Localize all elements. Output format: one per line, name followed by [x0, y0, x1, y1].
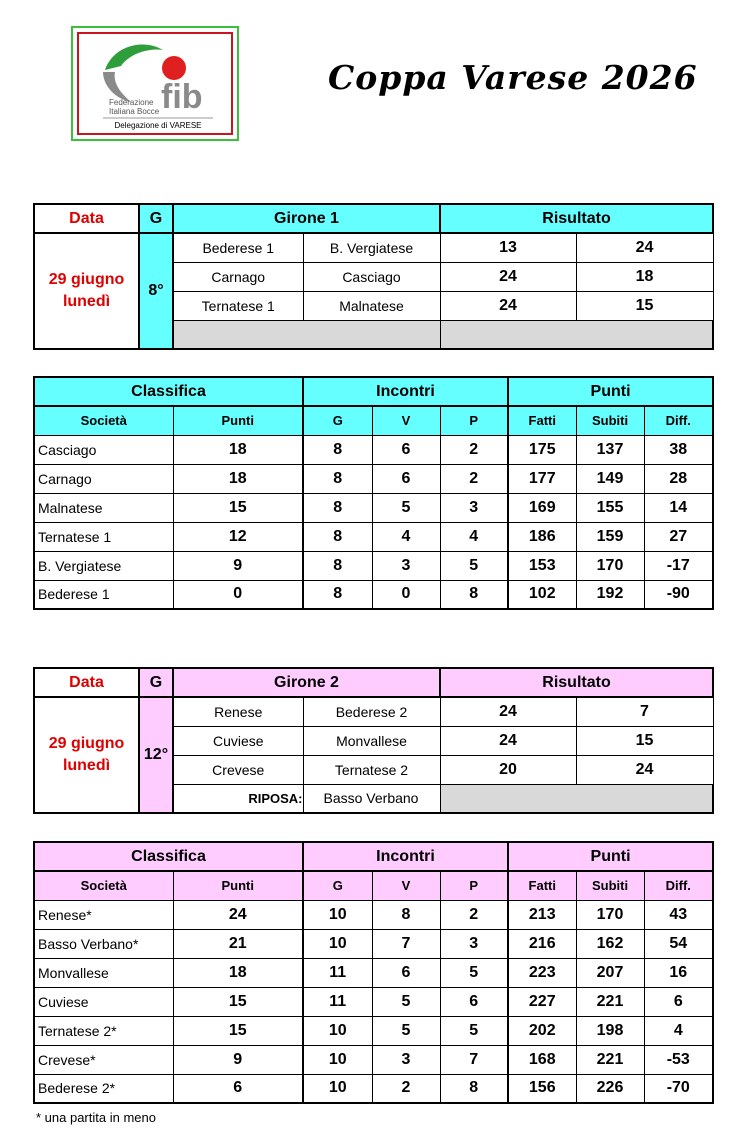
cell-p: 7 — [440, 1045, 508, 1074]
cell-fatti: 177 — [508, 464, 576, 493]
cell-v: 5 — [372, 493, 440, 522]
cell-fatti: 153 — [508, 551, 576, 580]
match-away: Casciago — [303, 262, 440, 291]
cell-g: 10 — [303, 929, 372, 958]
cell-subiti: 192 — [576, 580, 644, 609]
col-p: P — [440, 406, 508, 435]
cell-societa: Renese* — [34, 900, 173, 929]
cell-societa: Bederese 1 — [34, 580, 173, 609]
cell-diff: 14 — [644, 493, 713, 522]
cell-punti: 0 — [173, 580, 303, 609]
cell-punti: 18 — [173, 958, 303, 987]
classifica2-table — [33, 841, 714, 1104]
cell-subiti: 226 — [576, 1074, 644, 1103]
cell-diff: -90 — [644, 580, 713, 609]
cell-diff: 27 — [644, 522, 713, 551]
classifica-header: Classifica — [34, 377, 303, 406]
match-home: Cuviese — [173, 726, 303, 755]
cell-societa: Carnago — [34, 464, 173, 493]
cell-diff: 28 — [644, 464, 713, 493]
cell-punti: 15 — [173, 987, 303, 1016]
cell-g: 10 — [303, 900, 372, 929]
cell-g: 8 — [303, 493, 372, 522]
cell-subiti: 170 — [576, 551, 644, 580]
riposa-label: RIPOSA: — [173, 784, 303, 813]
cell-p: 5 — [440, 958, 508, 987]
cell-punti: 6 — [173, 1074, 303, 1103]
cell-p: 8 — [440, 1074, 508, 1103]
cell-g: 8 — [303, 522, 372, 551]
girone-header: Girone 1 — [173, 204, 440, 233]
score-home: 24 — [440, 726, 576, 755]
cell-p: 2 — [440, 464, 508, 493]
cell-diff: 6 — [644, 987, 713, 1016]
date-day: 29 giugno — [48, 735, 125, 752]
cell-g: 10 — [303, 1074, 372, 1103]
score-away: 18 — [576, 262, 713, 291]
cell-punti: 18 — [173, 464, 303, 493]
cell-societa: Bederese 2* — [34, 1074, 173, 1103]
cell-p: 5 — [440, 551, 508, 580]
cell-subiti: 221 — [576, 987, 644, 1016]
table-row — [34, 900, 713, 929]
cell-diff: 38 — [644, 435, 713, 464]
table-row — [34, 551, 713, 580]
giornata-header: G — [139, 668, 173, 697]
cell-societa: Crevese* — [34, 1045, 173, 1074]
cell-fatti: 227 — [508, 987, 576, 1016]
cell-diff: 4 — [644, 1016, 713, 1045]
score-away: 7 — [576, 697, 713, 726]
cell-societa: Basso Verbano* — [34, 929, 173, 958]
incontri-header: Incontri — [303, 842, 508, 871]
giornata-number: 8° — [139, 233, 173, 349]
col-punti: Punti — [173, 871, 303, 900]
cell-g: 8 — [303, 435, 372, 464]
riposa-team: Basso Verbano — [303, 784, 440, 813]
cell-p: 3 — [440, 929, 508, 958]
cell-societa: Ternatese 2* — [34, 1016, 173, 1045]
cell-p: 5 — [440, 1016, 508, 1045]
match-home: Crevese — [173, 755, 303, 784]
giornata-header: G — [139, 204, 173, 233]
match-home: Bederese 1 — [173, 233, 303, 262]
score-away: 15 — [576, 726, 713, 755]
cell-v: 4 — [372, 522, 440, 551]
score-away: 24 — [576, 755, 713, 784]
match-away: Ternatese 2 — [303, 755, 440, 784]
cell-v: 7 — [372, 929, 440, 958]
col-v: V — [372, 871, 440, 900]
cell-g: 8 — [303, 464, 372, 493]
cell-g: 8 — [303, 580, 372, 609]
match-home: Renese — [173, 697, 303, 726]
table-row — [34, 987, 713, 1016]
cell-p: 2 — [440, 435, 508, 464]
cell-societa: Casciago — [34, 435, 173, 464]
cell-subiti: 162 — [576, 929, 644, 958]
col-p: P — [440, 871, 508, 900]
cell-v: 6 — [372, 464, 440, 493]
girone2-results-table — [33, 667, 714, 814]
cell-subiti: 137 — [576, 435, 644, 464]
cell-p: 2 — [440, 900, 508, 929]
cell-v: 0 — [372, 580, 440, 609]
classifica1-table — [33, 376, 714, 610]
match-away: Monvallese — [303, 726, 440, 755]
match-away: Malnatese — [303, 291, 440, 320]
cell-fatti: 223 — [508, 958, 576, 987]
cell-diff: -70 — [644, 1074, 713, 1103]
table-row — [34, 435, 713, 464]
cell-diff: -17 — [644, 551, 713, 580]
cell-g: 10 — [303, 1016, 372, 1045]
match-date — [34, 697, 139, 813]
score-home: 20 — [440, 755, 576, 784]
data-header: Data — [34, 668, 139, 697]
fib-logo — [71, 26, 239, 141]
score-home: 24 — [440, 262, 576, 291]
match-away: Bederese 2 — [303, 697, 440, 726]
cell-punti: 15 — [173, 493, 303, 522]
match-home: Ternatese 1 — [173, 291, 303, 320]
col-fatti: Fatti — [508, 406, 576, 435]
table-row — [34, 1074, 713, 1103]
cell-fatti: 175 — [508, 435, 576, 464]
cell-g: 11 — [303, 987, 372, 1016]
cell-fatti: 168 — [508, 1045, 576, 1074]
score-home: 24 — [440, 697, 576, 726]
cell-fatti: 169 — [508, 493, 576, 522]
col-subiti: Subiti — [576, 406, 644, 435]
svg-text:Italiana Bocce: Italiana Bocce — [109, 107, 160, 116]
col-societa: Società — [34, 871, 173, 900]
col-diff: Diff. — [644, 871, 713, 900]
table-row — [34, 958, 713, 987]
cell-v: 3 — [372, 1045, 440, 1074]
table-row — [34, 493, 713, 522]
match-home: Carnago — [173, 262, 303, 291]
cell-subiti: 149 — [576, 464, 644, 493]
cell-diff: 16 — [644, 958, 713, 987]
cell-societa: Monvallese — [34, 958, 173, 987]
match-away: B. Vergiatese — [303, 233, 440, 262]
cell-fatti: 202 — [508, 1016, 576, 1045]
cell-punti: 12 — [173, 522, 303, 551]
col-v: V — [372, 406, 440, 435]
cell-societa: B. Vergiatese — [34, 551, 173, 580]
page-title: Coppa Varese 2026 — [328, 58, 698, 97]
cell-diff: 43 — [644, 900, 713, 929]
cell-p: 4 — [440, 522, 508, 551]
punti-header: Punti — [508, 842, 713, 871]
col-subiti: Subiti — [576, 871, 644, 900]
svg-text:Federazione: Federazione — [109, 98, 154, 107]
cell-fatti: 186 — [508, 522, 576, 551]
date-weekday: lunedì — [62, 757, 111, 774]
table-row — [34, 1045, 713, 1074]
col-fatti: Fatti — [508, 871, 576, 900]
empty-score-slot — [440, 784, 713, 813]
girone-header: Girone 2 — [173, 668, 440, 697]
cell-v: 5 — [372, 987, 440, 1016]
cell-punti: 9 — [173, 551, 303, 580]
date-day: 29 giugno — [48, 271, 125, 288]
cell-g: 10 — [303, 1045, 372, 1074]
cell-v: 2 — [372, 1074, 440, 1103]
cell-fatti: 213 — [508, 900, 576, 929]
svg-text:Delegazione di VARESE: Delegazione di VARESE — [114, 121, 202, 130]
cell-g: 8 — [303, 551, 372, 580]
cell-punti: 24 — [173, 900, 303, 929]
table-row — [34, 929, 713, 958]
cell-subiti: 155 — [576, 493, 644, 522]
cell-punti: 15 — [173, 1016, 303, 1045]
cell-subiti: 170 — [576, 900, 644, 929]
empty-score-slot — [440, 320, 713, 349]
col-diff: Diff. — [644, 406, 713, 435]
cell-punti: 9 — [173, 1045, 303, 1074]
risultato-header: Risultato — [440, 204, 713, 233]
cell-subiti: 207 — [576, 958, 644, 987]
logo-graphic — [73, 28, 237, 139]
cell-diff: 54 — [644, 929, 713, 958]
score-away: 24 — [576, 233, 713, 262]
cell-g: 11 — [303, 958, 372, 987]
table-row — [34, 464, 713, 493]
svg-text:fib: fib — [161, 78, 203, 116]
cell-fatti: 216 — [508, 929, 576, 958]
cell-punti: 21 — [173, 929, 303, 958]
table-row — [34, 522, 713, 551]
cell-p: 6 — [440, 987, 508, 1016]
cell-subiti: 198 — [576, 1016, 644, 1045]
cell-v: 3 — [372, 551, 440, 580]
score-home: 24 — [440, 291, 576, 320]
giornata-number: 12° — [139, 697, 173, 813]
cell-societa: Malnatese — [34, 493, 173, 522]
girone1-results-table — [33, 203, 714, 350]
cell-punti: 18 — [173, 435, 303, 464]
date-weekday: lunedì — [62, 293, 111, 310]
incontri-header: Incontri — [303, 377, 508, 406]
score-home: 13 — [440, 233, 576, 262]
risultato-header: Risultato — [440, 668, 713, 697]
cell-v: 6 — [372, 435, 440, 464]
table-row — [34, 1016, 713, 1045]
cell-v: 8 — [372, 900, 440, 929]
cell-societa: Cuviese — [34, 987, 173, 1016]
col-g: G — [303, 406, 372, 435]
data-header: Data — [34, 204, 139, 233]
cell-p: 3 — [440, 493, 508, 522]
cell-p: 8 — [440, 580, 508, 609]
punti-header: Punti — [508, 377, 713, 406]
col-g: G — [303, 871, 372, 900]
classifica-header: Classifica — [34, 842, 303, 871]
footnote: * una partita in meno — [36, 1110, 156, 1125]
cell-fatti: 102 — [508, 580, 576, 609]
cell-v: 6 — [372, 958, 440, 987]
cell-societa: Ternatese 1 — [34, 522, 173, 551]
col-societa: Società — [34, 406, 173, 435]
empty-match-slot — [173, 320, 440, 349]
score-away: 15 — [576, 291, 713, 320]
cell-subiti: 221 — [576, 1045, 644, 1074]
table-row — [34, 580, 713, 609]
match-date — [34, 233, 139, 349]
cell-diff: -53 — [644, 1045, 713, 1074]
cell-subiti: 159 — [576, 522, 644, 551]
cell-fatti: 156 — [508, 1074, 576, 1103]
cell-v: 5 — [372, 1016, 440, 1045]
col-punti: Punti — [173, 406, 303, 435]
